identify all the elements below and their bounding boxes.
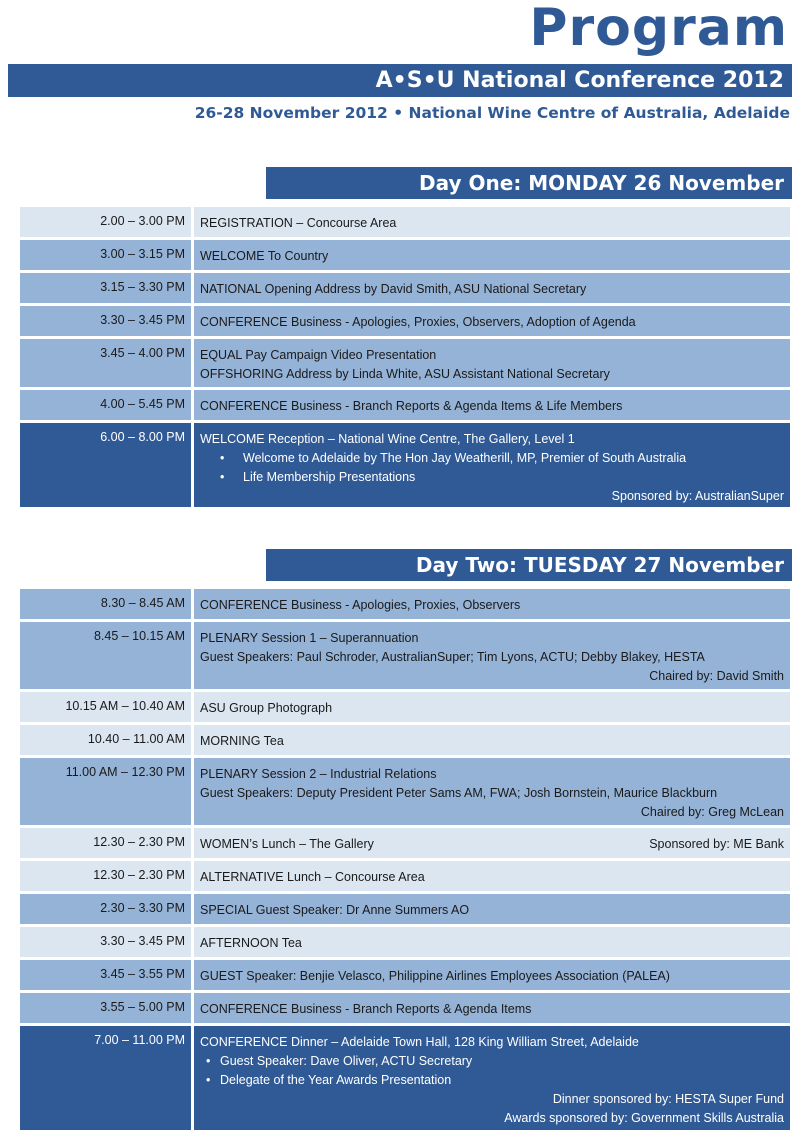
table-row — [20, 273, 790, 303]
session-time: 3.45 – 4.00 PM — [20, 339, 191, 387]
session-description — [194, 993, 790, 1023]
table-row — [20, 240, 790, 270]
session-time: 3.00 – 3.15 PM — [20, 240, 191, 270]
bullet-text: Welcome to Adelaide by The Hon Jay Weatherill, MP, Premier of South Australia — [243, 451, 687, 465]
session-description — [194, 758, 790, 825]
session-title: ASU Group Photograph — [200, 701, 333, 715]
table-row — [20, 758, 790, 825]
session-description — [194, 725, 790, 755]
table-row — [20, 894, 790, 924]
session-description — [194, 207, 790, 237]
list-item — [200, 449, 784, 468]
table-row — [20, 927, 790, 957]
session-time: 4.00 – 5.45 PM — [20, 390, 191, 420]
day-one-schedule — [20, 207, 790, 510]
bullet-icon: • — [206, 1073, 211, 1087]
session-title: ALTERNATIVE Lunch – Concourse Area — [200, 870, 425, 884]
session-time: 11.00 AM – 12.30 PM — [20, 758, 191, 825]
session-description — [194, 692, 790, 722]
session-time: 2.30 – 3.30 PM — [20, 894, 191, 924]
session-title: MORNING Tea — [200, 734, 284, 748]
session-time: 3.30 – 3.45 PM — [20, 927, 191, 957]
sponsor-note: Sponsored by: ME Bank — [649, 837, 784, 851]
session-title: WOMEN’s Lunch – The Gallery — [200, 837, 374, 851]
sponsor-note: Awards sponsored by: Government Skills Australia — [504, 1111, 784, 1125]
chair-note: Chaired by: Greg McLean — [640, 805, 784, 819]
page-title: Program — [529, 0, 788, 58]
session-title: GUEST Speaker: Benjie Velasco, Philippine Airlines Employees Association (PALEA) — [200, 969, 670, 983]
session-description — [194, 894, 790, 924]
session-description — [194, 927, 790, 957]
session-time: 3.55 – 5.00 PM — [20, 993, 191, 1023]
session-description — [194, 960, 790, 990]
bullet-text: Guest Speaker: Dave Oliver, ACTU Secretary — [220, 1054, 473, 1068]
session-title: EQUAL Pay Campaign Video Presentation — [200, 348, 437, 362]
session-detail: Guest Speakers: Paul Schroder, AustralianSuper; Tim Lyons, ACTU; Debby Blakey, HESTA — [200, 650, 705, 664]
table-row — [20, 828, 790, 858]
session-description — [194, 861, 790, 891]
session-time: 12.30 – 2.30 PM — [20, 861, 191, 891]
session-title: REGISTRATION – Concourse Area — [200, 216, 397, 230]
session-description — [194, 390, 790, 420]
sponsor-note: Sponsored by: AustralianSuper — [611, 489, 784, 503]
session-time: 7.00 – 11.00 PM — [20, 1026, 191, 1130]
list-item — [200, 1071, 784, 1090]
session-title: CONFERENCE Business - Apologies, Proxies, Observers — [200, 598, 521, 612]
session-description — [194, 589, 790, 619]
session-time: 10.15 AM – 10.40 AM — [20, 692, 191, 722]
bullet-text: Delegate of the Year Awards Presentation — [220, 1073, 452, 1087]
session-title: SPECIAL Guest Speaker: Dr Anne Summers AO — [200, 903, 470, 917]
session-time: 8.45 – 10.15 AM — [20, 622, 191, 689]
session-time: 8.30 – 8.45 AM — [20, 589, 191, 619]
session-time: 3.30 – 3.45 PM — [20, 306, 191, 336]
session-time: 3.45 – 3.55 PM — [20, 960, 191, 990]
table-row — [20, 390, 790, 420]
session-description — [194, 306, 790, 336]
conference-subtitle: 26-28 November 2012 • National Wine Centre of Australia, Adelaide — [194, 104, 790, 122]
day-two-header: Day Two: TUESDAY 27 November — [266, 549, 792, 581]
list-item — [200, 468, 784, 487]
session-title: CONFERENCE Business - Apologies, Proxies, Observers, Adoption of Agenda — [200, 315, 636, 329]
table-row — [20, 589, 790, 619]
session-title: AFTERNOON Tea — [200, 936, 302, 950]
session-title: NATIONAL Opening Address by David Smith, ASU National Secretary — [200, 282, 587, 296]
session-title: CONFERENCE Dinner – Adelaide Town Hall, 128 King William Street, Adelaide — [200, 1035, 639, 1049]
session-description — [194, 423, 790, 507]
table-row — [20, 725, 790, 755]
day-two-schedule — [20, 589, 790, 1133]
table-row — [20, 960, 790, 990]
session-detail: Guest Speakers: Deputy President Peter Sams AM, FWA; Josh Bornstein, Maurice Blackburn — [200, 786, 718, 800]
session-description — [194, 622, 790, 689]
table-row — [20, 622, 790, 689]
session-title: CONFERENCE Business - Branch Reports & Agenda Items & Life Members — [200, 399, 623, 413]
table-row — [20, 207, 790, 237]
session-description — [194, 828, 790, 858]
table-row — [20, 423, 790, 507]
session-description — [194, 339, 790, 387]
session-title: CONFERENCE Business - Branch Reports & Agenda Items — [200, 1002, 532, 1016]
session-title: PLENARY Session 1 – Superannuation — [200, 631, 419, 645]
table-row — [20, 339, 790, 387]
session-time: 6.00 – 8.00 PM — [20, 423, 191, 507]
session-description — [194, 1026, 790, 1130]
session-title: PLENARY Session 2 – Industrial Relations — [200, 767, 437, 781]
session-detail: OFFSHORING Address by Linda White, ASU Assistant National Secretary — [200, 367, 610, 381]
session-time: 12.30 – 2.30 PM — [20, 828, 191, 858]
session-time: 10.40 – 11.00 AM — [20, 725, 191, 755]
session-time: 3.15 – 3.30 PM — [20, 273, 191, 303]
bullet-icon: • — [220, 470, 225, 484]
table-row — [20, 1026, 790, 1130]
table-row — [20, 692, 790, 722]
chair-note: Chaired by: David Smith — [649, 669, 784, 683]
list-item — [200, 1052, 784, 1071]
session-description — [194, 273, 790, 303]
session-title: WELCOME Reception – National Wine Centre, The Gallery, Level 1 — [200, 432, 575, 446]
table-row — [20, 306, 790, 336]
session-title: WELCOME To Country — [200, 249, 329, 263]
conference-banner: A•S•U National Conference 2012 — [8, 64, 792, 97]
bullet-icon: • — [220, 451, 225, 465]
session-bullets — [200, 449, 784, 487]
bullet-icon: • — [206, 1054, 211, 1068]
session-bullets — [200, 1052, 784, 1090]
bullet-text: Life Membership Presentations — [243, 470, 416, 484]
session-time: 2.00 – 3.00 PM — [20, 207, 191, 237]
table-row — [20, 861, 790, 891]
session-description — [194, 240, 790, 270]
table-row — [20, 993, 790, 1023]
day-one-header: Day One: MONDAY 26 November — [266, 167, 792, 199]
sponsor-note: Dinner sponsored by: HESTA Super Fund — [552, 1092, 784, 1106]
